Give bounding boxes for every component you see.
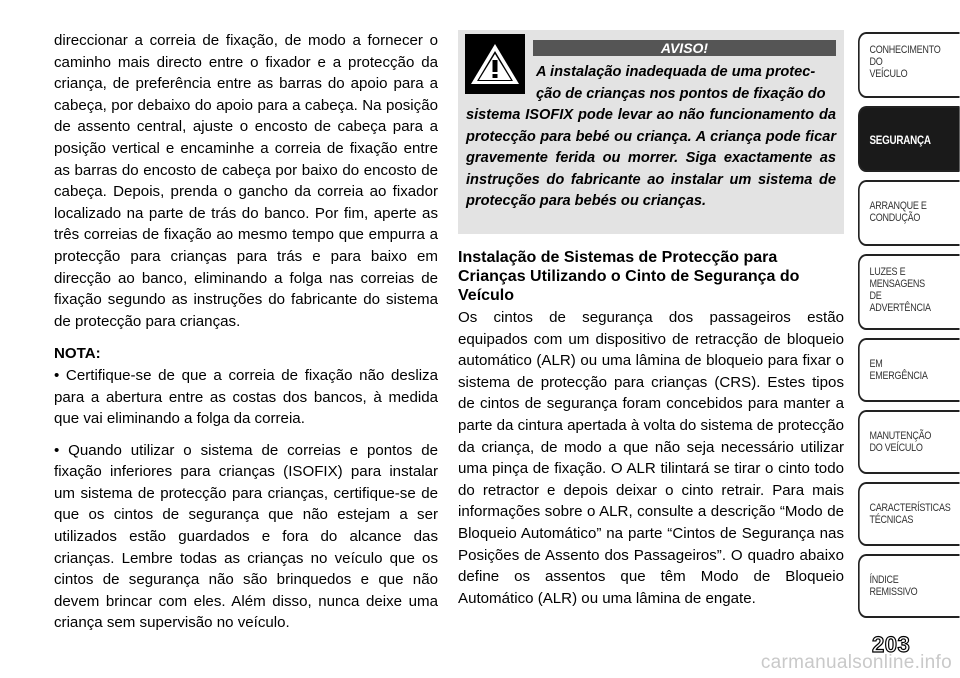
tab-arranque-e-conducao[interactable]: [858, 180, 960, 246]
tab-label-line: DO: [869, 56, 883, 68]
warning-box: [458, 30, 844, 234]
tab-label-line: ÍNDICE: [869, 574, 899, 586]
tab-indice-remissivo[interactable]: [858, 554, 960, 618]
tab-seguranca[interactable]: [858, 106, 960, 172]
warning-rest: sistema ISOFIX pode levar ao não funcionamento da protecção para bebé ou criança. A criança pode ficar gravemente ferida ou morrer. Siga exactamente as instruções do fabricante ao instalar um sistema de protecção para bebés ou crianças.: [466, 107, 836, 209]
tab-label-line: ARRANQUE E: [869, 200, 927, 212]
tab-luzes-e-mensagens[interactable]: [858, 254, 960, 330]
warning-triangle-icon: [465, 34, 525, 94]
section-body: Os cintos de segurança dos passageiros estão equipados com um dispositivo de retracção de bloqueio automático (ALR) ou uma lâmina de bloqueio para fixar o sistema de protecção para crianças (CRS). Estes tipos de cintos de segurança foram concebidos para manter a parte da cintura apertada à volta do sistema de protecção da criança, de modo a que não seja necessário utilizar uma pinça de fixação. O ALR tilintará se tirar o cinto todo do retractor e depois deixar o cinto retrair. Para mais informações sobre o ALR, consulte a descrição “Modo de Bloqueio Automático” na parte “Cintos de Segurança nas Posições de Assento dos Passageiros”. O quadro abaixo define os assentos que têm Modo de Bloqueio Automático (ALR) ou uma lâmina de engate.: [458, 309, 844, 607]
tab-label-line: REMISSIVO: [869, 586, 918, 598]
tab-caracteristicas-tecnicas[interactable]: [858, 482, 960, 546]
watermark: carmanualsonline.info: [760, 652, 952, 673]
left-column: [54, 30, 438, 644]
tab-label-line: DO VEÍCULO: [869, 442, 923, 454]
tab-em-emergencia[interactable]: [858, 338, 960, 402]
warning-title: AVISO!: [533, 40, 836, 56]
tab-label-line: CONHECIMENTO: [869, 44, 941, 56]
tab-label-line: TÉCNICAS: [869, 514, 914, 526]
note-title: NOTA:: [54, 345, 101, 363]
warning-line-1: A instalação inadequada de uma protec-: [536, 64, 816, 80]
page-number: 203: [872, 632, 911, 657]
chapter-tabs: [858, 32, 960, 626]
tab-label-line: MANUTENÇÃO: [869, 430, 932, 442]
note-item-1: • Certifique-se de que a correia de fixação não desliza para a abertura entre as costas dos bancos, à medida que vai eliminando a folga da correia.: [54, 366, 438, 428]
tab-label-line: DE: [869, 290, 882, 302]
tab-label-line: EMERGÊNCIA: [869, 370, 928, 382]
section-heading: Instalação de Sistemas de Protecção para Crianças Utilizando o Cinto de Segurança do Veículo: [458, 249, 800, 304]
right-column: [458, 30, 844, 609]
note-item-2: • Quando utilizar o sistema de correias e pontos de fixação inferiores para crianças (ISOFIX) para instalar um sistema de protecção para crianças, certifique-se de que os cintos de segurança que não estejam a ser utilizados estão guardados e fora do alcance das crianças. Lembre todas as crianças no veículo que os cintos de segurança não são brinquedos e que não devem brincar com eles. Além disso, nunca deixe uma criança sem supervisão no veículo.: [54, 441, 438, 632]
tab-label-line: CONDUÇÃO: [869, 212, 921, 224]
tab-label-line: VEÍCULO: [869, 68, 908, 80]
tab-label-line: CARACTERÍSTICAS: [869, 502, 951, 514]
tab-label-line: ADVERTÊNCIA: [869, 302, 931, 314]
tab-label-line: EM: [869, 358, 883, 370]
tab-label-line: SEGURANÇA: [869, 133, 931, 147]
intro-paragraph: direccionar a correia de fixação, de modo a fornecer o caminho mais directo entre o fixador e a protecção da criança, de preferência entre as barras do apoio para a cabeça, por debaixo do apoio para a cabeça. Na posição de assento central, ajuste o encosto de cabeça para a posição vertical e encaminhe a correia de fixação entre as barras do encosto de cabeça por baixo do encosto de cabeça. Depois, prenda o gancho da correia ao fixador localizado na parte de trás do banco. Por fim, aperte as três correias de fixação ao mesmo tempo que empurra a protecção para crianças para trás e para baixo em direcção ao banco, eliminando a folga nas correias de fixação segundo as instruções do fabricante do sistema de protecção para crianças.: [54, 32, 438, 330]
tab-manutencao-do-veiculo[interactable]: [858, 410, 960, 474]
warning-line-2: ção de crianças nos pontos de fixação do: [536, 85, 826, 102]
tab-conhecimento-do-veiculo[interactable]: [858, 32, 960, 98]
tab-label-line: LUZES E: [869, 266, 906, 278]
tab-label-line: MENSAGENS: [869, 278, 925, 290]
